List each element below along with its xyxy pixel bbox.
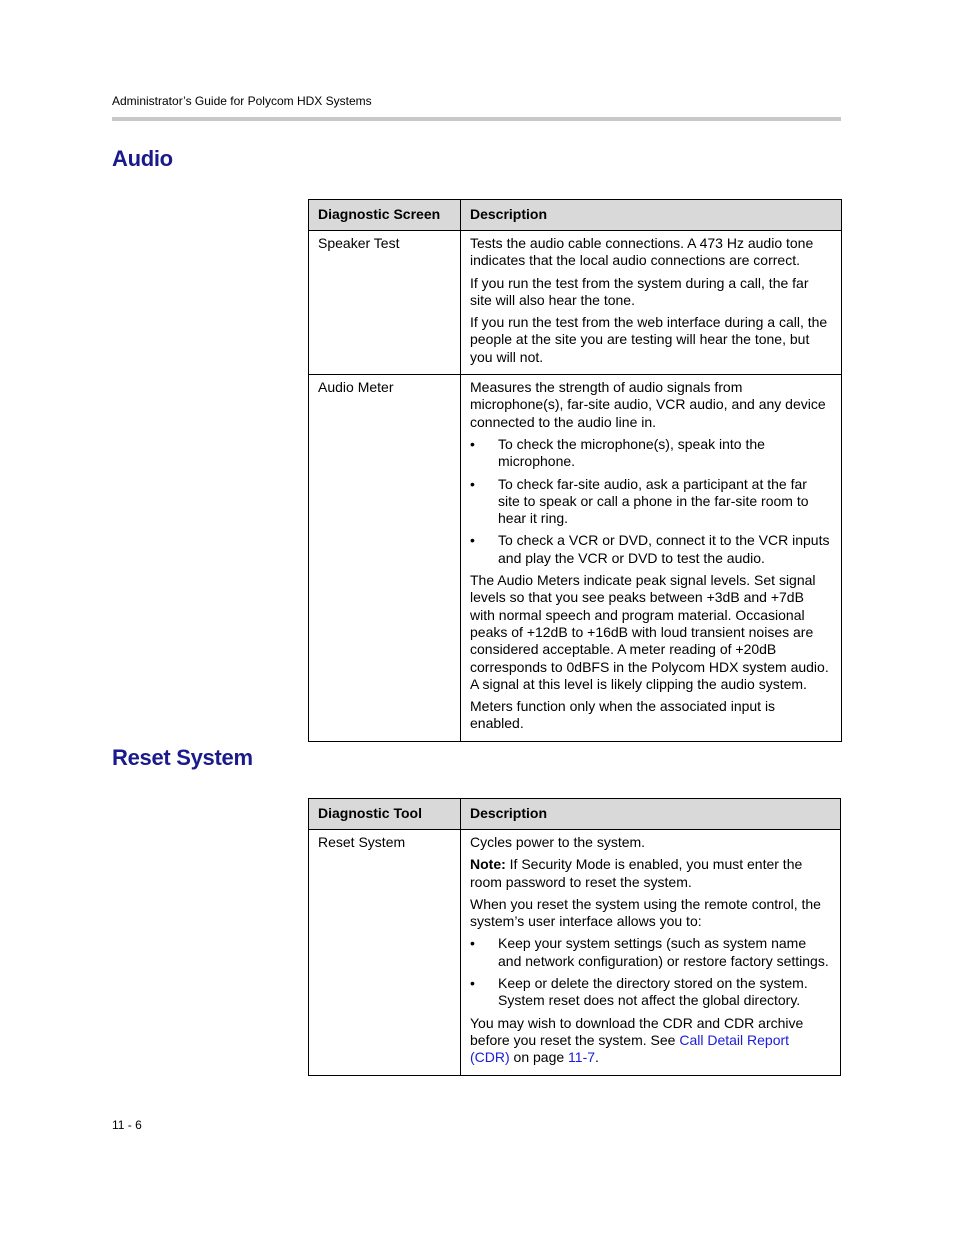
section-title-reset-system: Reset System [112,745,253,770]
table-header-row [309,799,841,830]
row-name: Audio Meter [309,375,461,742]
note-paragraph [470,856,831,891]
list-item-text: To check the microphone(s), speak into the microphone. [498,435,765,470]
note-text: If Security Mode is enabled, you must enter the room password to reset the system. [470,856,803,890]
row-description [461,231,842,375]
bullet-icon: • [470,975,475,992]
bullet-icon: • [470,532,475,549]
column-header: Description [461,799,841,830]
text-run: You may wish to download the CDR and CDR archive before you reset the system. See [470,1014,804,1048]
bullet-list [470,935,831,1009]
description-paragraph: If you run the test from the web interface during a call, the people at the site you are testing will hear the tone, but you will not. [470,314,828,365]
description-paragraph [470,1015,831,1067]
row-name: Reset System [309,830,461,1076]
text-run: on page [509,1049,569,1066]
description-paragraph: Measures the strength of audio signals from microphone(s), far-site audio, VCR audio, and any device connected to the audio line in. [470,379,826,430]
list-item-text: Keep or delete the directory stored on the system. System reset does not affect the global directory. [498,975,808,1009]
bullet-icon: • [470,475,475,492]
bullet-icon: • [470,935,475,952]
table-row [309,231,842,375]
running-head: Administrator’s Guide for Polycom HDX Systems [112,94,372,108]
description-paragraph: Cycles power to the system. [470,834,646,850]
cdr-link[interactable]: Call Detail Report (CDR) [470,1031,790,1066]
list-item-text: Keep your system settings (such as system name and network configuration) or restore factory settings. [498,935,829,969]
column-header: Description [461,200,842,231]
list-item [470,975,831,1010]
description-paragraph: Tests the audio cable connections. A 473 Hz audio tone indicates that the local audio connections are correct. [470,235,814,269]
page-number: 11 - 6 [112,1118,142,1132]
description-paragraph: Meters function only when the associated input is enabled. [470,698,776,732]
row-name: Speaker Test [309,231,461,375]
page-reference-link[interactable]: 11-7 [568,1049,596,1066]
description-paragraph: If you run the test from the system during a call, the far site will also hear the tone. [470,274,809,308]
row-description [461,375,842,742]
table-row [309,830,841,1076]
list-item [470,532,832,567]
column-header: Diagnostic Tool [309,799,461,830]
bullet-icon: • [470,435,475,452]
section-title-audio: Audio [112,146,173,171]
column-header: Diagnostic Screen [309,200,461,231]
audio-diagnostic-table [308,199,842,742]
table-header-row [309,200,842,231]
text-run: . [595,1049,599,1066]
description-paragraph: The Audio Meters indicate peak signal levels. Set signal levels so that you see peaks between +3dB and +7dB with normal speech and program material. Occasional peaks of +12dB to +16dB with loud transient noises are considered acceptable. A meter reading of +20dB corresponds to 0dBFS in the Polycom HDX system audio. A signal at this level is likely clipping the audio system. [470,572,829,692]
header-rule [112,117,841,121]
note-label: Note: [470,856,506,873]
table-row [309,375,842,742]
description-paragraph: When you reset the system using the remote control, the system’s user interface allows you to: [470,895,821,930]
row-description [461,830,841,1076]
list-item [470,436,832,471]
list-item-text: To check a VCR or DVD, connect it to the VCR inputs and play the VCR or DVD to test the audio. [498,532,830,566]
list-item-text: To check far-site audio, ask a participant at the far site to speak or call a phone in the far-site room to hear it ring. [498,475,809,527]
bullet-list [470,436,832,567]
reset-diagnostic-table [308,798,841,1076]
list-item [470,935,831,970]
list-item [470,476,832,528]
